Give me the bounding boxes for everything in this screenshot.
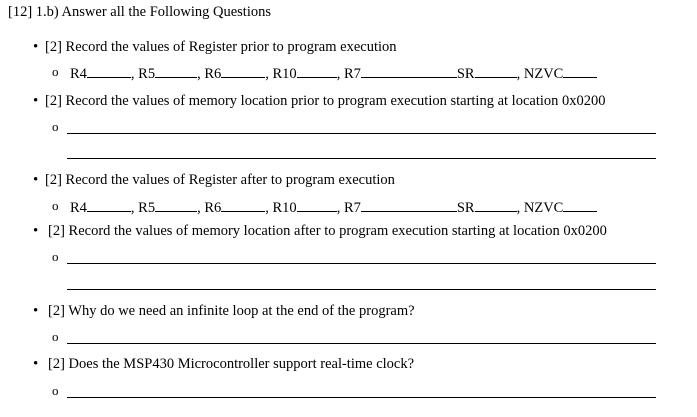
bullet-q3: • [33, 172, 39, 188]
question-4: [2] Record the values of memory location after to program execution starting at location 0x0200 [48, 223, 607, 239]
label-r7: , R7 [336, 66, 361, 82]
section-header: [12] 1.b) Answer all the Following Questions [8, 4, 271, 20]
label-r4: R4 [70, 200, 87, 216]
blank-r10[interactable] [297, 63, 337, 78]
question-6: [2] Does the MSP430 Microcontroller support real-time clock? [48, 356, 415, 372]
blank-nzvc[interactable] [563, 197, 597, 212]
question-2: [2] Record the values of memory location prior to program execution starting at location 0x0200 [45, 93, 606, 109]
answer-line-q2-b[interactable] [67, 158, 656, 159]
label-nzvc: , NZVC [516, 66, 564, 82]
label-sr: SR [456, 66, 475, 82]
answer-line-q4-b[interactable] [67, 289, 656, 290]
answer-line-q2-a[interactable] [67, 133, 656, 134]
sub-bullet-q6: o [52, 383, 59, 398]
blank-r10[interactable] [297, 197, 337, 212]
question-1: [2] Record the values of Register prior to program execution [45, 39, 397, 55]
blank-r4[interactable] [87, 63, 131, 78]
blank-r4[interactable] [87, 197, 131, 212]
register-row-after [70, 197, 597, 217]
bullet-q2: • [33, 93, 39, 109]
blank-nzvc[interactable] [563, 63, 597, 78]
question-5: [2] Why do we need an infinite loop at the end of the program? [48, 303, 415, 319]
label-r7: , R7 [336, 200, 361, 216]
blank-r5[interactable] [155, 197, 197, 212]
blank-r7[interactable] [361, 63, 457, 78]
answer-line-q6[interactable] [67, 397, 656, 398]
blank-r5[interactable] [155, 63, 197, 78]
bullet-q4: • [33, 223, 39, 239]
label-r5: , R5 [130, 200, 156, 216]
blank-sr[interactable] [475, 63, 517, 78]
register-row-before [70, 63, 597, 83]
bullet-q1: • [33, 39, 39, 55]
sub-bullet-q2: o [52, 119, 59, 134]
label-r10: , R10 [265, 66, 297, 82]
label-r6: , R6 [197, 200, 222, 216]
label-r6: , R6 [197, 66, 222, 82]
blank-r6[interactable] [221, 197, 265, 212]
label-sr: SR [456, 200, 475, 216]
sub-bullet-q1: o [52, 64, 59, 79]
blank-r6[interactable] [221, 63, 265, 78]
sub-bullet-q5: o [52, 329, 59, 344]
label-r5: , R5 [130, 66, 156, 82]
sub-bullet-q4: o [52, 249, 59, 264]
label-nzvc: , NZVC [516, 200, 564, 216]
question-3: [2] Record the values of Register after to program execution [45, 172, 395, 188]
sub-bullet-q3: o [52, 198, 59, 213]
blank-sr[interactable] [475, 197, 517, 212]
answer-line-q5[interactable] [67, 343, 656, 344]
label-r10: , R10 [265, 200, 297, 216]
blank-r7[interactable] [361, 197, 457, 212]
bullet-q5: • [33, 303, 39, 319]
answer-line-q4-a[interactable] [67, 263, 656, 264]
bullet-q6: • [33, 356, 39, 372]
label-r4: R4 [70, 66, 87, 82]
